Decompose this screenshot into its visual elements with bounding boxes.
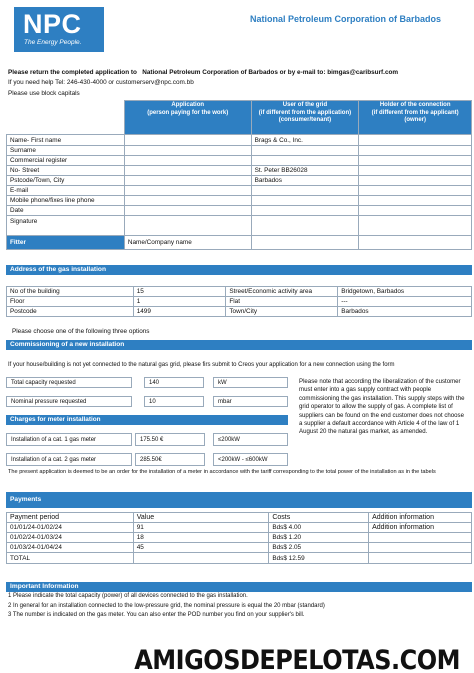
payment-value: 18 [133, 533, 269, 543]
table-row [7, 216, 472, 236]
application-field[interactable] [124, 196, 251, 206]
total-capacity-unit: kW [213, 377, 288, 388]
cat1-price[interactable]: 175.50 € [135, 433, 205, 446]
payments-col-period: Payment period [7, 513, 134, 523]
cat2-label: Installation of a cat. 2 gas meter [6, 453, 132, 466]
payments-section-title: Payments [6, 492, 472, 508]
col-application-header: Application (person paying for the work) [124, 101, 251, 135]
holder-field[interactable] [359, 206, 472, 216]
row-label: Date [7, 206, 125, 216]
table-row [7, 307, 472, 317]
commissioning-footnote: The present application is deemed to be an order for the installation of a meter in accordance with the tariff corresponding to the total power of the installation as in the tabels [8, 469, 436, 475]
table-row [7, 287, 472, 297]
payment-value: 45 [133, 543, 269, 553]
application-field[interactable] [124, 135, 251, 146]
table-row [7, 297, 472, 307]
fitter-extra-field[interactable] [251, 236, 359, 250]
application-field[interactable] [124, 206, 251, 216]
col-holder-header: Holder of the connection (if different from the applicant) (owner) [359, 101, 472, 135]
address-value[interactable]: 1499 [133, 307, 226, 317]
application-field[interactable] [124, 176, 251, 186]
payment-info [369, 533, 472, 543]
table-row [7, 166, 472, 176]
commissioning-intro: If your house/building is not yet connected to the natural gas grid, please firs submit to Creos your application for a new connection using the form [8, 362, 395, 368]
table-row [7, 543, 472, 553]
user-field[interactable] [251, 196, 359, 206]
table-row [7, 176, 472, 186]
table-row [7, 206, 472, 216]
user-field[interactable] [251, 156, 359, 166]
org-name: National Petroleum Corporation of Barbados [250, 14, 442, 24]
payments-col-value: Value [133, 513, 269, 523]
fitter-row [7, 236, 472, 250]
address-value[interactable]: Barbados [338, 307, 472, 317]
important-line-1: 1 Please indicate the total capacity (power) of all devices connected to the gas installation. [8, 593, 248, 599]
holder-field[interactable] [359, 196, 472, 206]
table-row [7, 146, 472, 156]
logo-text: NPC [23, 9, 82, 39]
npc-logo [14, 7, 104, 52]
cat1-label: Installation of a cat. 1 gas meter [6, 433, 132, 446]
row-label: Name- First name [7, 135, 125, 146]
options-text: Please choose one of the following three options [12, 328, 150, 335]
address-label: Postcode [7, 307, 134, 317]
cat2-price[interactable]: 285.50€ [135, 453, 205, 466]
fitter-label: Fitter [7, 236, 125, 250]
table-row [7, 523, 472, 533]
address-table [6, 286, 472, 317]
payment-cost: Bds$ 4.00 [269, 523, 369, 533]
application-field[interactable] [124, 216, 251, 236]
payment-period: 01/02/24-01/03/24 [7, 533, 134, 543]
holder-field[interactable] [359, 216, 472, 236]
payment-period: 01/03/24-01/04/24 [7, 543, 134, 553]
holder-field[interactable] [359, 176, 472, 186]
payment-info [369, 543, 472, 553]
payments-col-costs: Costs [269, 513, 369, 523]
payment-cost: Bds$ 12.59 [269, 553, 369, 564]
important-line-3: 3 The number is indicated on the gas meter. You can also enter the POD number you find on your supplier's bill. [8, 612, 305, 618]
table-row [7, 533, 472, 543]
user-field[interactable] [251, 186, 359, 196]
watermark-logo: AMIGOSDEPELOTAS.COM [134, 644, 460, 673]
table-row [7, 196, 472, 206]
intro-org: National Petroleum Corporation of Barbados or by e-mail to: bimgas@caribsurf.com [142, 69, 399, 76]
payments-header-row [7, 513, 472, 523]
holder-field[interactable] [359, 156, 472, 166]
cat2-range: <200kW - ≤600kW [213, 453, 288, 466]
address-label: Floor [7, 297, 134, 307]
application-field[interactable] [124, 156, 251, 166]
fitter-extra-field-2[interactable] [359, 236, 472, 250]
payment-cost: Bds$ 2.05 [269, 543, 369, 553]
user-field[interactable]: Barbados [251, 176, 359, 186]
nominal-pressure-label: Nominal pressure requested [6, 396, 132, 407]
intro-line-2: If you need help Tel: 246-430-4000 or customerserv@npc.com.bb [8, 79, 194, 86]
payment-info [369, 553, 472, 564]
table-row [7, 186, 472, 196]
holder-field[interactable] [359, 135, 472, 146]
holder-field[interactable] [359, 146, 472, 156]
nominal-pressure-unit: mbar [213, 396, 288, 407]
total-capacity-input[interactable]: 140 [144, 377, 204, 388]
fitter-name-field[interactable]: Name/Company name [124, 236, 251, 250]
payment-info: Addition information [369, 523, 472, 533]
table-row [7, 135, 472, 146]
holder-field[interactable] [359, 166, 472, 176]
user-field[interactable] [251, 206, 359, 216]
total-capacity-label: Total capacity requested [6, 377, 132, 388]
col-user-header: User of the grid (if different from the application) (consumer/tenant) [251, 101, 359, 135]
address-label: Flat [226, 297, 338, 307]
meter-charges-title: Charges for meter installation [6, 415, 288, 425]
address-label: Town/City [226, 307, 338, 317]
nominal-pressure-input[interactable]: 10 [144, 396, 204, 407]
payment-value: 91 [133, 523, 269, 533]
cat1-range: ≤200kW [213, 433, 288, 446]
application-field[interactable] [124, 166, 251, 176]
address-value[interactable]: Bridgetown, Barbados [338, 287, 472, 297]
user-field[interactable]: Brags & Co., Inc. [251, 135, 359, 146]
address-section-title: Address of the gas installation [6, 265, 472, 275]
address-label: Street/Economic activity area [226, 287, 338, 297]
application-field[interactable] [124, 186, 251, 196]
address-value[interactable]: --- [338, 297, 472, 307]
row-label: No- Street [7, 166, 125, 176]
row-label: Commercial register [7, 156, 125, 166]
holder-field[interactable] [359, 186, 472, 196]
intro-prefix: Please return the completed application to [8, 69, 137, 76]
important-line-2: 2 In general for an installation connected to the low-pressure grid, the nominal pressure is equal the 20 mbar (standard) [8, 603, 325, 609]
row-label: Signature [7, 216, 125, 236]
row-label: E-mail [7, 186, 125, 196]
row-label: Pstcode/Town, City [7, 176, 125, 186]
application-field[interactable] [124, 146, 251, 156]
applicant-table [6, 100, 472, 250]
commissioning-section-title: Commissioning of a new installation [6, 340, 472, 350]
row-label: Mobile phone/fixes line phone [7, 196, 125, 206]
payments-col-info: Addition information [369, 513, 472, 523]
table-row [7, 156, 472, 166]
intro-line-1 [8, 69, 398, 76]
supplier-side-note: Please note that according the liberalization of the customer must enter into a gas supply contract with people commissioning the gas installation. This supply steps with the grid operator to allow the supply of gas. A complete list of suppliers can be found on the end customer does not choose a supplier a default accordance with Article 4 of the law of 1 August 20 the natural gas market, as amended. [299, 378, 465, 436]
address-value[interactable]: 15 [133, 287, 226, 297]
payment-period: 01/01/24-01/02/24 [7, 523, 134, 533]
table-row [7, 553, 472, 564]
logo-tagline: The Energy People. [24, 39, 82, 46]
user-field[interactable] [251, 146, 359, 156]
payment-period: TOTAL [7, 553, 134, 564]
user-field[interactable]: St. Peter BB26028 [251, 166, 359, 176]
applicant-table-header [7, 101, 472, 135]
address-label: No of the building [7, 287, 134, 297]
payment-value [133, 553, 269, 564]
address-value[interactable]: 1 [133, 297, 226, 307]
payment-cost: Bds$ 1.20 [269, 533, 369, 543]
important-section-title: Important Information [6, 582, 472, 592]
intro-line-3: Please use block capitals [8, 90, 80, 97]
user-field[interactable] [251, 216, 359, 236]
payments-table [6, 512, 472, 564]
row-label: Surname [7, 146, 125, 156]
